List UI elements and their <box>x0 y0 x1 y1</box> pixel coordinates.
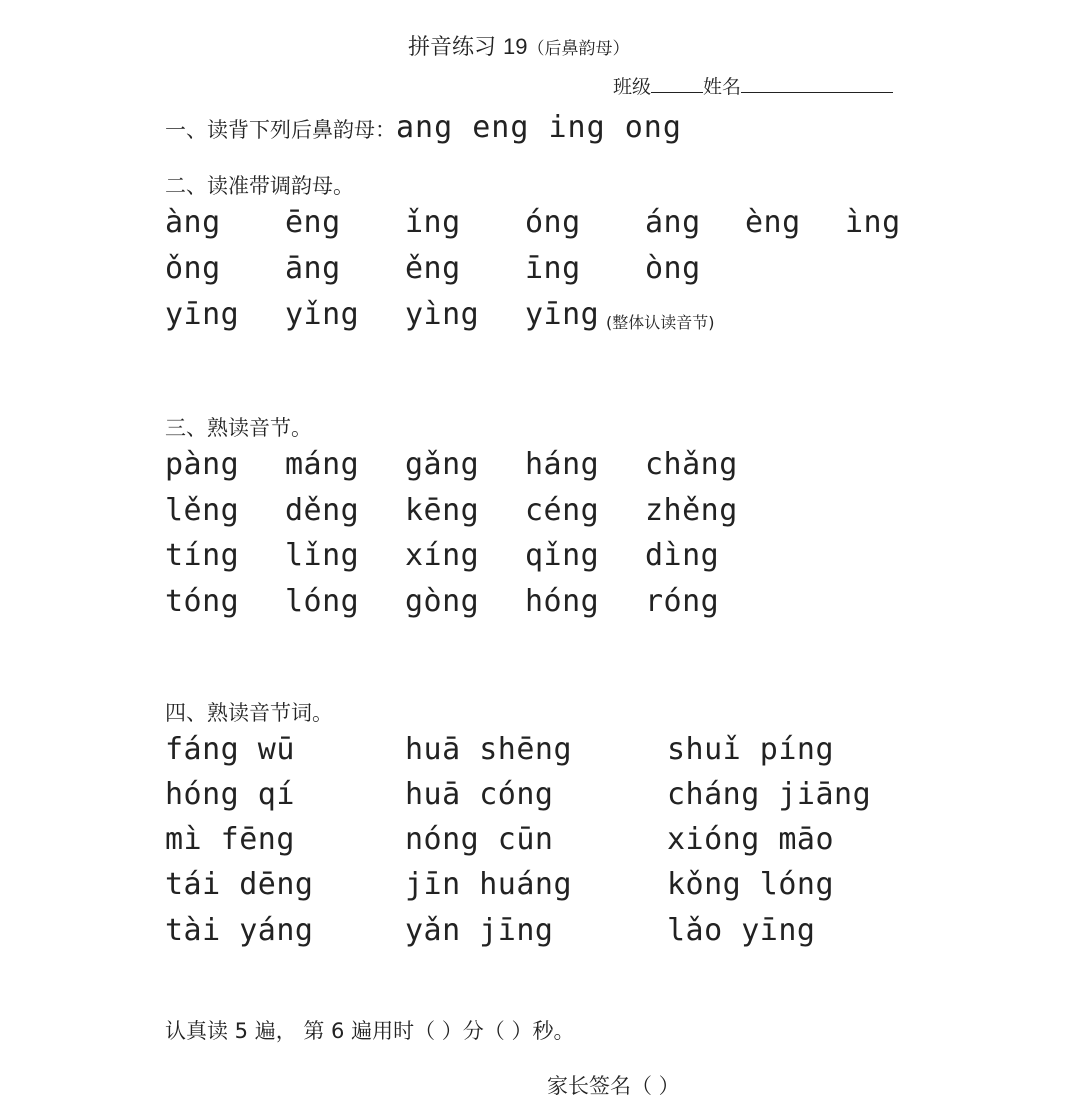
section3-syllable: gòng <box>405 584 480 619</box>
section3-syllable: qǐng <box>525 538 600 573</box>
section4-syllable: nóng cūn <box>405 822 554 857</box>
section4-syllable: lǎo yīng <box>667 913 816 948</box>
class-name-line <box>613 72 893 99</box>
section3-syllable: kēng <box>405 493 480 528</box>
name-label: 姓名 <box>703 76 742 98</box>
section2-syllable: ěng <box>405 251 461 286</box>
section3-syllable: máng <box>285 447 360 482</box>
section2-syllable: ìng <box>845 205 901 240</box>
section2-syllable: yīng <box>525 297 600 332</box>
section3-syllable: háng <box>525 447 600 482</box>
section3-syllable: děng <box>285 493 360 528</box>
section3-syllable: xíng <box>405 538 480 573</box>
section3-syllable: lǐng <box>285 538 360 573</box>
section3-syllable: gǎng <box>405 447 480 482</box>
parent-signature: 家长签名（ ） <box>547 1074 680 1098</box>
section2-syllable: yǐng <box>285 297 360 332</box>
reading-time-line: 认真读 5 遍， 第 6 遍用时（ ）分（ ）秒。 <box>165 1019 575 1043</box>
section3-syllable: lěng <box>165 493 240 528</box>
whole-syllable-note: (整体认读音节) <box>606 313 715 332</box>
section2-syllable: àng <box>165 205 221 240</box>
section3-syllable: céng <box>525 493 600 528</box>
section4-syllable: tài yáng <box>165 913 314 948</box>
section2-syllable: ǐng <box>405 205 461 240</box>
section4-syllable: yǎn jīng <box>405 913 554 948</box>
section3-syllable: róng <box>645 584 720 619</box>
title-subtitle: （后鼻韵母） <box>527 39 630 59</box>
section2-syllable: yīng <box>165 297 240 332</box>
section3-syllable: pàng <box>165 447 240 482</box>
name-blank[interactable] <box>741 91 893 93</box>
worksheet-title <box>408 30 630 61</box>
section3-syllable: dìng <box>645 538 720 573</box>
section3-syllable: hóng <box>525 584 600 619</box>
section1-finals: ang eng ing ong <box>396 110 682 145</box>
section3-title: 三、熟读音节。 <box>165 416 312 440</box>
section4-syllable: xióng māo <box>667 822 835 857</box>
section3-syllable: tóng <box>165 584 240 619</box>
section4-syllable: tái dēng <box>165 867 314 902</box>
section4-syllable: hóng qí <box>165 777 295 812</box>
section3-syllable: chǎng <box>645 447 738 482</box>
section4-syllable: huā shēng <box>405 732 573 767</box>
section4-syllable: mì fēng <box>165 822 295 857</box>
section2-syllable: āng <box>285 251 341 286</box>
section4-syllable: fáng wū <box>165 732 295 767</box>
class-blank[interactable] <box>651 91 703 93</box>
section4-syllable: shuǐ píng <box>667 732 835 767</box>
section4-syllable: jīn huáng <box>405 867 573 902</box>
class-label: 班级 <box>613 76 652 98</box>
section3-syllable: lóng <box>285 584 360 619</box>
section2-title: 二、读准带调韵母。 <box>165 174 354 198</box>
section4-syllable: huā cóng <box>405 777 554 812</box>
title-number: 19 <box>503 34 528 59</box>
section4-title: 四、熟读音节词。 <box>165 701 333 725</box>
section1 <box>165 110 682 145</box>
title-main: 拼音练习 <box>408 35 497 60</box>
section1-title: 一、读背下列后鼻韵母： <box>165 118 396 142</box>
section2-syllable: òng <box>645 251 701 286</box>
section2-syllable: īng <box>525 251 581 286</box>
section2-syllable: ǒng <box>165 251 221 286</box>
section4-syllable: cháng jiāng <box>667 777 872 812</box>
section2-syllable: ēng <box>285 205 341 240</box>
section2-syllable: yìng <box>405 297 480 332</box>
section2-syllable: èng <box>745 205 801 240</box>
section2-syllable: óng <box>525 205 581 240</box>
section4-syllable: kǒng lóng <box>667 867 835 902</box>
section2-syllable: áng <box>645 205 701 240</box>
section3-syllable: tíng <box>165 538 240 573</box>
section3-syllable: zhěng <box>645 493 738 528</box>
